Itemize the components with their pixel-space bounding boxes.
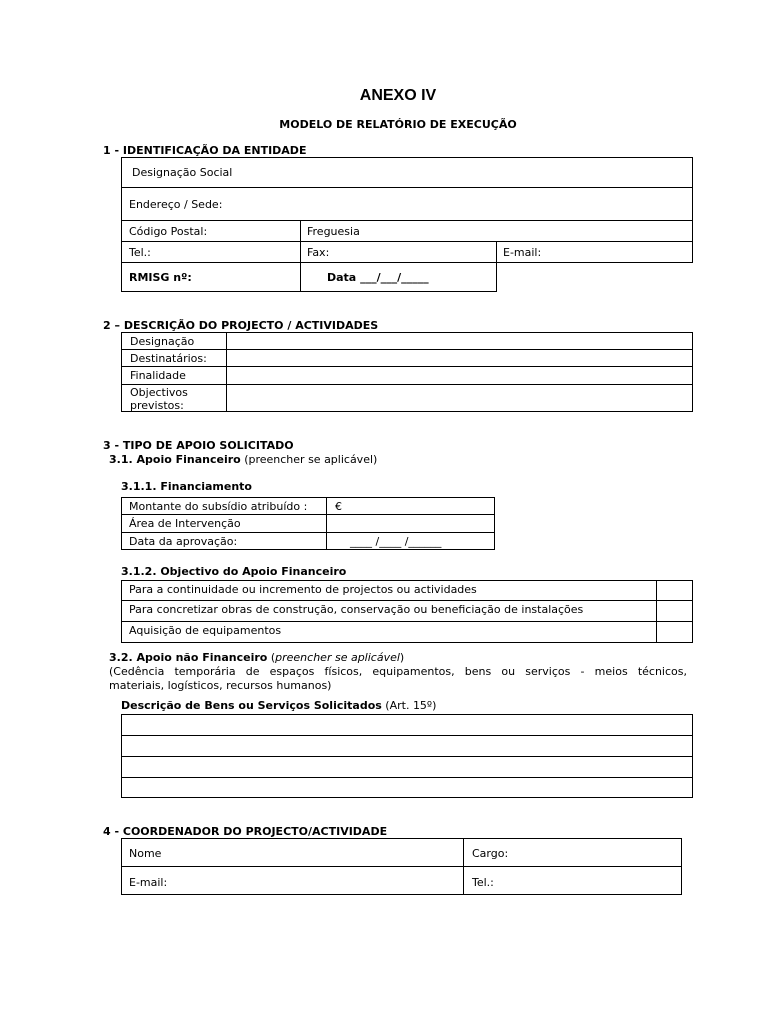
section3-heading: 3 - TIPO DE APOIO SOLICITADO: [103, 439, 294, 452]
objectivos-input[interactable]: [227, 385, 692, 411]
data-aprovacao-label: Data da aprovação:: [129, 535, 238, 548]
obj-equipamentos-label: Aquisição de equipamentos: [129, 624, 282, 637]
section4-heading: 4 - COORDENADOR DO PROJECTO/ACTIVIDADE: [103, 825, 388, 838]
finalidade-input[interactable]: [227, 367, 692, 384]
sub32-description-line1: (Cedência temporária de espaços físicos, equipamentos, bens ou serviços - meios técnicos,: [109, 665, 687, 678]
codigo-postal-field[interactable]: [121, 220, 301, 242]
data-aprovacao-value: ____ /____ /______: [350, 535, 442, 548]
obj-continuidade-label: Para a continuidade ou incremento de projectos ou actividades: [129, 583, 477, 596]
bens-heading: [121, 699, 436, 712]
section1-heading: 1 - IDENTIFICAÇÃO DA ENTIDADE: [103, 144, 307, 157]
sub32-italic: preencher se aplicável: [275, 651, 400, 664]
bens-bold: Descrição de Bens ou Serviços Solicitados: [121, 699, 382, 712]
finalidade-label: Finalidade: [130, 369, 186, 382]
coord-email-field[interactable]: [121, 866, 464, 895]
sub32-description-line2: materiais, logísticos, recursos humanos): [109, 679, 332, 692]
data-label: Data ___/___/_____: [327, 271, 429, 284]
montante-input[interactable]: [327, 498, 494, 514]
bens-row-input[interactable]: [122, 757, 692, 777]
obj-obras-checkbox[interactable]: [657, 601, 692, 621]
bens-row-input[interactable]: [122, 778, 692, 797]
fax-label: Fax:: [307, 246, 330, 259]
obj-equipamentos-checkbox[interactable]: [657, 622, 692, 642]
coord-nome-label: Nome: [129, 847, 162, 860]
freguesia-label: Freguesia: [307, 225, 360, 238]
sub32-heading: [109, 651, 404, 664]
coord-nome-field[interactable]: [121, 838, 464, 867]
previstos-label: previstos:: [130, 399, 184, 412]
data-aprovacao-input[interactable]: [327, 533, 494, 549]
obj-obras-label: Para concretizar obras de construção, conservação ou beneficiação de instalações: [129, 603, 584, 616]
tel-label: Tel.:: [129, 246, 151, 259]
row-divider: [121, 621, 693, 622]
sub31-heading: [109, 453, 377, 466]
fax-field[interactable]: [300, 241, 497, 263]
designacao-input[interactable]: [227, 333, 692, 349]
coord-cargo-field[interactable]: [463, 838, 682, 867]
page-title: ANEXO IV: [359, 87, 437, 104]
section2-heading: 2 – DESCRIÇÃO DO PROJECTO / ACTIVIDADES: [103, 319, 379, 332]
sub311-heading: 3.1.1. Financiamento: [121, 480, 252, 493]
email-label: E-mail:: [503, 246, 542, 259]
montante-label: Montante do subsídio atribuído :: [129, 500, 308, 513]
row-divider: [121, 600, 693, 601]
coord-cargo-label: Cargo:: [472, 847, 509, 860]
obj-continuidade-checkbox[interactable]: [657, 581, 692, 600]
coord-tel-label: Tel.:: [472, 876, 494, 889]
destinatarios-input[interactable]: [227, 350, 692, 366]
endereco-label: Endereço / Sede:: [129, 198, 223, 211]
freguesia-field[interactable]: [300, 220, 693, 242]
sub31-note: (preencher se aplicável): [240, 453, 378, 466]
objectivos-label: Objectivos: [130, 386, 188, 399]
euro-symbol: €: [335, 500, 342, 513]
page-subtitle: MODELO DE RELATÓRIO DE EXECUÇÃO: [279, 118, 517, 131]
bens-row-input[interactable]: [122, 715, 692, 735]
sub32-paren: ): [399, 651, 405, 664]
designacao-social-label: Designação Social: [132, 166, 233, 179]
designacao-label: Designação: [130, 335, 195, 348]
designacao-social-field[interactable]: [121, 157, 693, 188]
rmisg-label: RMISG nº:: [129, 271, 192, 284]
bens-row-input[interactable]: [122, 736, 692, 756]
rmisg-field[interactable]: [121, 262, 301, 292]
bens-note: (Art. 15º): [381, 699, 437, 712]
sub312-heading: 3.1.2. Objectivo do Apoio Financeiro: [121, 565, 347, 578]
area-input[interactable]: [327, 515, 494, 532]
data-field[interactable]: [300, 262, 497, 292]
sub32-bold: 3.2. Apoio não Financeiro: [109, 651, 268, 664]
endereco-field[interactable]: [121, 187, 693, 221]
area-label: Área de Intervenção: [129, 517, 241, 530]
sub32-paren: (: [267, 651, 276, 664]
sub31-bold: 3.1. Apoio Financeiro: [109, 453, 241, 466]
tel-field[interactable]: [121, 241, 301, 263]
coord-email-label: E-mail:: [129, 876, 168, 889]
codigo-postal-label: Código Postal:: [129, 225, 208, 238]
email-field[interactable]: [496, 241, 693, 263]
destinatarios-label: Destinatários:: [130, 352, 207, 365]
coord-tel-field[interactable]: [463, 866, 682, 895]
